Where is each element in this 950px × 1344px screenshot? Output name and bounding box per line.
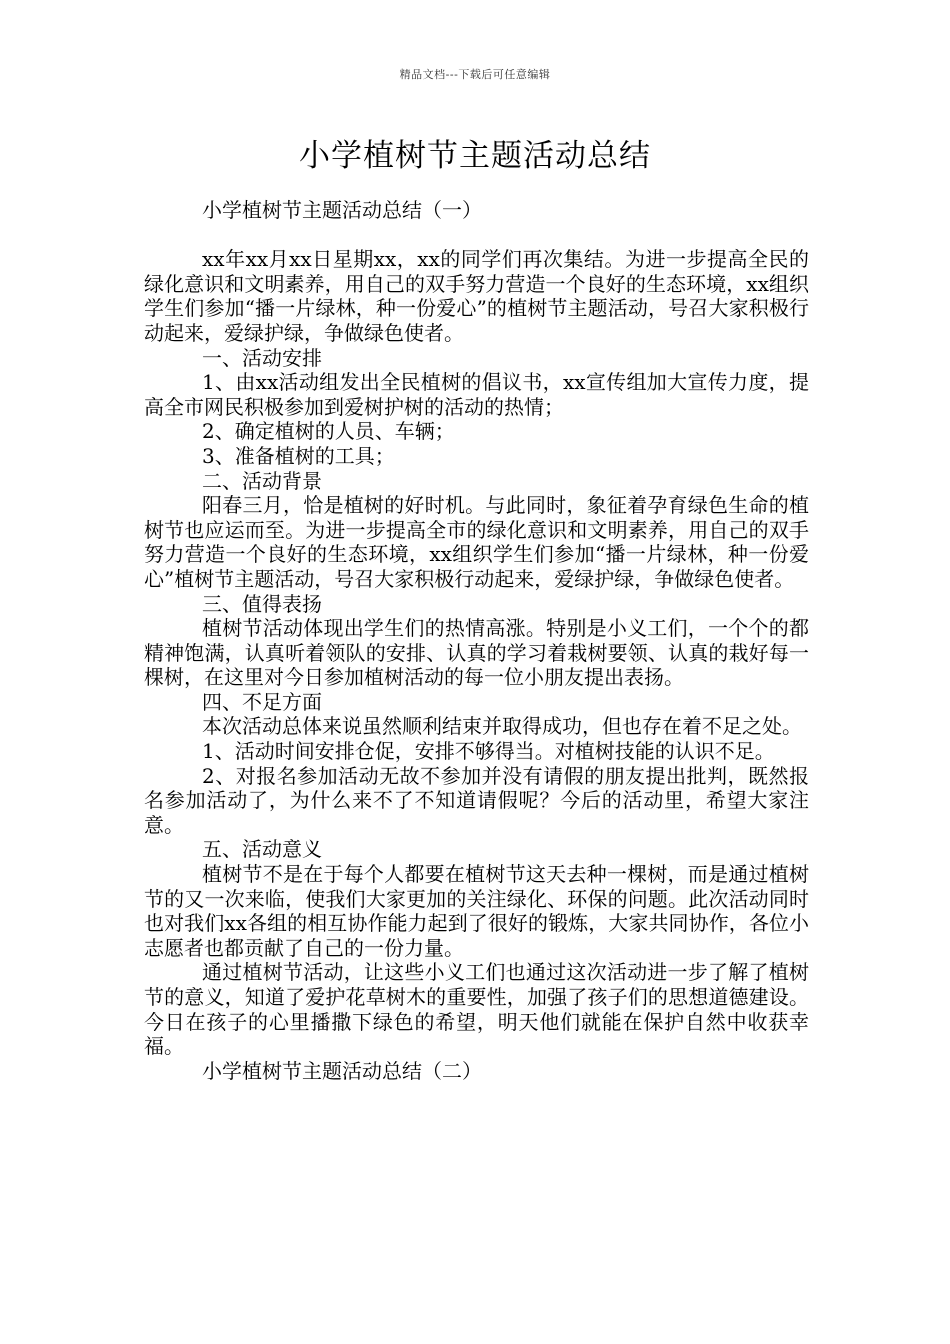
list-item: 1、由xx活动组发出全民植树的倡议书，xx宣传组加大宣传力度，提高全市网民积极参加到爱树护树的活动的热情；: [144, 370, 809, 419]
intro-paragraph: xx年xx月xx日星期xx，xx的同学们再次集结。为进一步提高全民的绿化意识和文明素养，用自己的双手努力营造一个良好的生态环境，xx组织学生们参加“播一片绿林，种一份爱心”的植树节主题活动，号召大家积极行动起来，爱绿护绿，争做绿色使者。: [144, 247, 809, 345]
header-note: 精品文档---下载后可任意编辑: [399, 68, 551, 81]
list-item: 1、活动时间安排仓促，安排不够得当。对植树技能的认识不足。: [202, 739, 775, 764]
section-subtitle: 小学植树节主题活动总结（二）: [202, 1058, 482, 1083]
list-item: 2、对报名参加活动无故不参加并没有请假的朋友提出批判，既然报名参加活动了，为什么来不了不知道请假呢？今后的活动里，希望大家注意。: [144, 763, 809, 837]
section-subtitle: 小学植树节主题活动总结（一）: [202, 198, 482, 222]
document-title: 小学植树节主题活动总结: [299, 138, 651, 174]
body-paragraph: 植树节活动体现出学生们的热情高涨。特别是小义工们，一个个的都精神饱满，认真听着领队的安排、认真的学习着栽树要领、认真的栽好每一棵树，在这里对今日参加植树活动的每一位小朋友提出表扬。: [144, 616, 809, 690]
section-heading: 五、活动意义: [202, 837, 322, 862]
body-paragraph: 阳春三月，恰是植树的好时机。与此同时，象征着孕育绿色生命的植树节也应运而至。为进一步提高全市的绿化意识和文明素养，用自己的双手努力营造一个良好的生态环境，xx组织学生们参加“播一片绿林，种一份爱心”植树节主题活动，号召大家积极行动起来，爱绿护绿，争做绿色使者。: [144, 493, 809, 591]
body-paragraph: 本次活动总体来说虽然顺利结束并取得成功，但也存在着不足之处。: [202, 714, 802, 739]
section-heading: 三、值得表扬: [202, 591, 322, 616]
section-heading: 四、不足方面: [202, 689, 322, 714]
section-heading: 一、活动安排: [202, 345, 322, 370]
document-body: [144, 198, 809, 1083]
body-paragraph: 通过植树节活动，让这些小义工们也通过这次活动进一步了解了植树节的意义，知道了爱护花草树木的重要性，加强了孩子们的思想道德建设。今日在孩子的心里播撒下绿色的希望，明天他们就能在保护自然中收获幸福。: [144, 960, 809, 1059]
list-item: 2、确定植树的人员、车辆；: [202, 419, 455, 444]
section-heading: 二、活动背景: [202, 468, 322, 493]
list-item: 3、准备植树的工具；: [202, 443, 395, 468]
body-paragraph: 植树节不是在于每个人都要在植树节这天去种一棵树，而是通过植树节的又一次来临，使我们大家更加的关注绿化、环保的问题。此次活动同时也对我们xx各组的相互协作能力起到了很好的锻炼，大家共同协作，各位小志愿者也都贡献了自己的一份力量。: [144, 862, 809, 960]
